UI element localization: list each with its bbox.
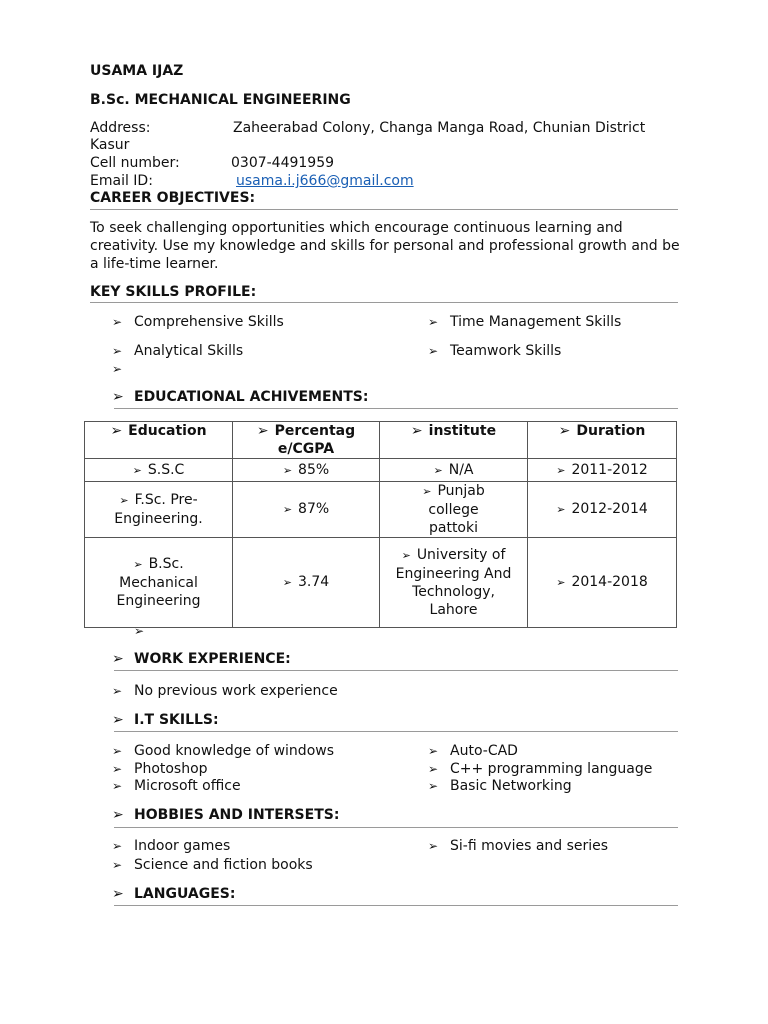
- bullet-arrow-icon: ➢: [428, 839, 439, 853]
- empty-bullet: [112, 360, 134, 378]
- hobbies-heading: ➢ HOBBIES AND INTERSETS:: [112, 807, 340, 823]
- bullet-arrow-icon: ➢: [558, 423, 571, 439]
- work-heading: ➢ WORK EXPERIENCE:: [112, 651, 291, 667]
- list-item: ➢ Indoor games: [112, 838, 231, 854]
- email-label: Email ID:: [90, 173, 153, 189]
- address-value: Zaheerabad Colony, Changa Manga Road, Chunian District: [233, 120, 646, 136]
- bullet-arrow-icon: ➢: [556, 503, 566, 516]
- bullet-arrow-icon: ➢: [282, 463, 293, 477]
- divider: [90, 209, 678, 210]
- list-item: ➢ Si-fi movies and series: [428, 838, 609, 854]
- list-item: ➢ Good knowledge of windows: [112, 743, 335, 759]
- table-cell: ➢ 85%: [233, 459, 380, 482]
- bullet-arrow-icon: ➢: [112, 762, 123, 776]
- column-header: ➢ Percentag e/CGPA: [233, 422, 380, 459]
- bullet-arrow-icon: ➢: [256, 423, 269, 439]
- divider: [114, 905, 678, 906]
- education-heading: ➢ EDUCATIONAL ACHIVEMENTS:: [112, 389, 369, 405]
- bullet-arrow-icon: ➢: [112, 744, 123, 758]
- table-row: [85, 538, 677, 628]
- table-cell: ➢ University of Engineering And Technology, Lahore: [380, 538, 528, 628]
- empty-bullet: [134, 622, 156, 640]
- bullet-arrow-icon: ➢: [112, 684, 123, 698]
- table-cell: ➢ B.Sc. Mechanical Engineering: [85, 538, 233, 628]
- degree-title: B.Sc. MECHANICAL ENGINEERING: [90, 92, 351, 108]
- list-item: ➢ Teamwork Skills: [428, 343, 562, 359]
- bullet-arrow-icon: ➢: [422, 485, 432, 498]
- table-row: [85, 459, 677, 482]
- career-heading: CAREER OBJECTIVES:: [90, 190, 256, 206]
- bullet-arrow-icon: ➢: [134, 624, 145, 638]
- column-header: ➢ Duration: [528, 422, 677, 459]
- education-table: [84, 421, 677, 628]
- key-skills-heading: KEY SKILLS PROFILE:: [90, 284, 257, 300]
- address-continued: Kasur: [90, 137, 130, 153]
- list-item: ➢ Auto-CAD: [428, 743, 518, 759]
- table-cell: ➢ 2012-2014: [528, 482, 677, 538]
- bullet-arrow-icon: ➢: [132, 463, 142, 477]
- bullet-arrow-icon: ➢: [410, 423, 423, 439]
- bullet-arrow-icon: ➢: [433, 463, 443, 477]
- list-item: ➢ Basic Networking: [428, 778, 572, 794]
- languages-heading: ➢ LANGUAGES:: [112, 886, 236, 902]
- bullet-arrow-icon: ➢: [112, 779, 123, 793]
- bullet-arrow-icon: ➢: [282, 576, 293, 589]
- table-header-row: [85, 422, 677, 459]
- cell-value: 0307-4491959: [231, 155, 335, 171]
- bullet-arrow-icon: ➢: [112, 807, 124, 823]
- list-item: ➢ Photoshop: [112, 761, 208, 777]
- list-item: ➢ Microsoft office: [112, 778, 241, 794]
- bullet-arrow-icon: ➢: [110, 423, 123, 439]
- cell-label: Cell number:: [90, 155, 180, 171]
- table-cell: ➢ F.Sc. Pre-Engineering.: [85, 482, 233, 538]
- divider: [114, 827, 678, 828]
- table-cell: ➢ 2011-2012: [528, 459, 677, 482]
- column-header: ➢ institute: [380, 422, 528, 459]
- table-cell: ➢ Punjab college pattoki: [380, 482, 528, 538]
- divider: [114, 670, 678, 671]
- career-text: To seek challenging opportunities which encourage continuous learning and creativity. Use my knowledge and skills for personal and professional growth and be a life-time learner.: [90, 220, 680, 272]
- table-cell: ➢ N/A: [380, 459, 528, 482]
- bullet-arrow-icon: ➢: [282, 503, 293, 516]
- column-header: ➢ Education: [85, 422, 233, 459]
- bullet-arrow-icon: ➢: [401, 549, 411, 562]
- list-item: ➢ C++ programming language: [428, 761, 653, 777]
- bullet-arrow-icon: ➢: [112, 315, 123, 329]
- table-row: [85, 482, 677, 538]
- it-skills-heading: ➢ I.T SKILLS:: [112, 712, 219, 728]
- table-cell: ➢ 2014-2018: [528, 538, 677, 628]
- bullet-arrow-icon: ➢: [112, 389, 124, 405]
- email-link[interactable]: usama.i.j666@gmail.com: [236, 173, 414, 189]
- bullet-arrow-icon: ➢: [556, 576, 566, 589]
- divider: [90, 302, 678, 303]
- bullet-arrow-icon: ➢: [119, 494, 129, 507]
- email-link-wrap: [236, 172, 414, 190]
- address-label: Address:: [90, 120, 151, 136]
- bullet-arrow-icon: ➢: [428, 779, 439, 793]
- bullet-arrow-icon: ➢: [133, 558, 143, 571]
- bullet-arrow-icon: ➢: [428, 344, 439, 358]
- bullet-arrow-icon: ➢: [112, 886, 124, 902]
- bullet-arrow-icon: ➢: [556, 463, 566, 477]
- candidate-name: USAMA IJAZ: [90, 63, 184, 79]
- bullet-arrow-icon: ➢: [112, 712, 124, 728]
- bullet-arrow-icon: ➢: [428, 762, 439, 776]
- bullet-arrow-icon: ➢: [112, 858, 123, 872]
- table-cell: ➢ 87%: [233, 482, 380, 538]
- list-item: ➢ Comprehensive Skills: [112, 314, 284, 330]
- table-cell: ➢ 3.74: [233, 538, 380, 628]
- bullet-arrow-icon: ➢: [428, 315, 439, 329]
- list-item: ➢ Science and fiction books: [112, 857, 313, 873]
- bullet-arrow-icon: ➢: [112, 344, 123, 358]
- table-cell: ➢ S.S.C: [85, 459, 233, 482]
- divider: [114, 731, 678, 732]
- bullet-arrow-icon: ➢: [112, 362, 123, 376]
- bullet-arrow-icon: ➢: [112, 839, 123, 853]
- list-item: ➢ No previous work experience: [112, 683, 338, 699]
- bullet-arrow-icon: ➢: [112, 651, 124, 667]
- list-item: ➢ Time Management Skills: [428, 314, 622, 330]
- divider: [114, 408, 678, 409]
- bullet-arrow-icon: ➢: [428, 744, 439, 758]
- list-item: ➢ Analytical Skills: [112, 343, 244, 359]
